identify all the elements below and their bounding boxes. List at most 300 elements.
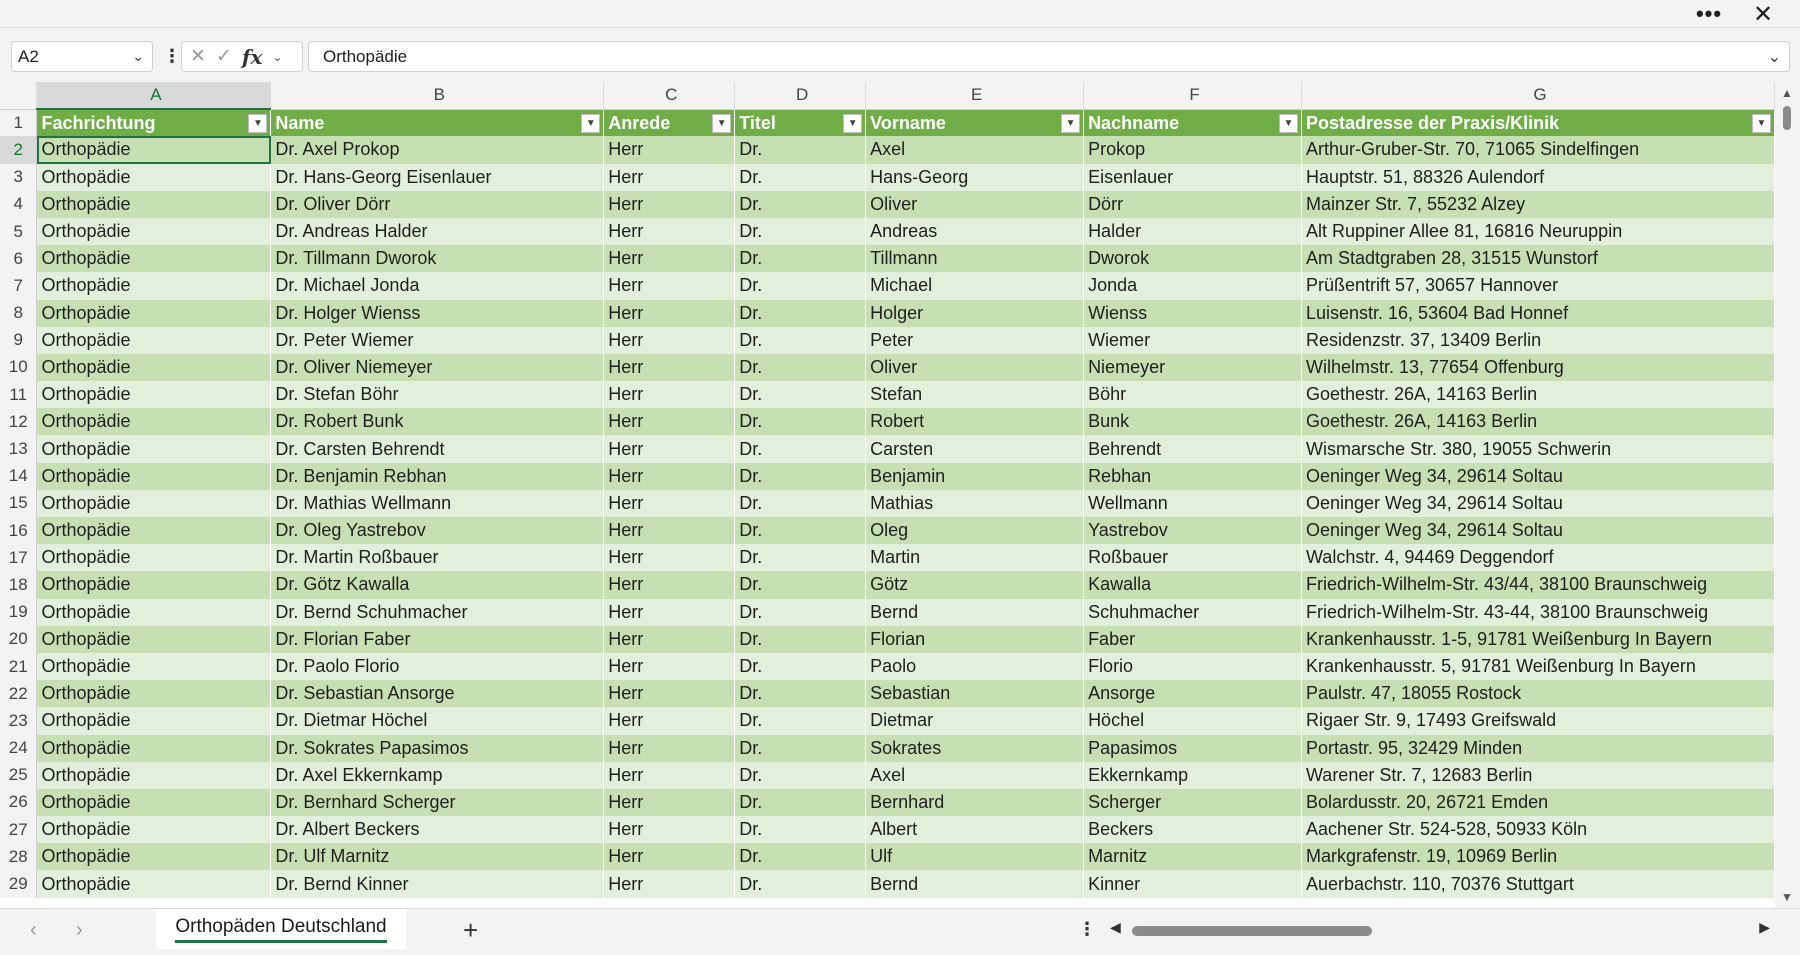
table-cell[interactable]: Herr — [604, 354, 735, 381]
table-cell[interactable]: Friedrich-Wilhelm-Str. 43-44, 38100 Braunschweig — [1301, 599, 1774, 626]
table-row — [0, 517, 1775, 544]
table-cell[interactable]: Friedrich-Wilhelm-Str. 43/44, 38100 Braunschweig — [1301, 571, 1774, 598]
table-cell[interactable]: Dr. Stefan Böhr — [271, 381, 604, 408]
table-cell[interactable]: Mathias — [866, 490, 1084, 517]
table-cell[interactable]: Dr. Michael Jonda — [271, 272, 604, 299]
table-cell[interactable]: Dr. Hans-Georg Eisenlauer — [271, 164, 604, 191]
table-cell[interactable]: Eisenlauer — [1084, 164, 1302, 191]
table-header-cell[interactable] — [604, 109, 735, 136]
table-cell[interactable]: Sebastian — [866, 680, 1084, 707]
table-cell[interactable]: Orthopädie — [37, 816, 271, 843]
name-box[interactable] — [11, 41, 153, 72]
table-cell[interactable]: Kawalla — [1084, 571, 1302, 598]
table-cell[interactable]: Florio — [1084, 653, 1302, 680]
column-header-e[interactable]: E — [866, 82, 1084, 109]
scroll-up-icon[interactable]: ▲ — [1781, 86, 1793, 100]
table-cell[interactable]: Dr. Peter Wiemer — [271, 327, 604, 354]
scroll-thumb[interactable] — [1783, 106, 1791, 130]
table-cell[interactable]: Orthopädie — [37, 789, 271, 816]
table-cell[interactable]: Herr — [604, 762, 735, 789]
table-cell[interactable]: Orthopädie — [37, 435, 271, 462]
table-cell[interactable]: Halder — [1084, 218, 1302, 245]
table-cell[interactable]: Krankenhausstr. 5, 91781 Weißenburg In Bayern — [1301, 653, 1774, 680]
table-header-label: Name — [275, 112, 325, 133]
table-cell[interactable]: Herr — [604, 517, 735, 544]
table-cell[interactable]: Orthopädie — [37, 843, 271, 870]
table-cell[interactable]: Dr. Florian Faber — [271, 626, 604, 653]
row-header[interactable]: 1 — [0, 109, 37, 136]
table-cell[interactable]: Dr. Bernhard Scherger — [271, 789, 604, 816]
table-cell[interactable]: Florian — [866, 626, 1084, 653]
table-row — [0, 626, 1775, 653]
horizontal-scrollbar[interactable] — [1110, 921, 1770, 939]
table-cell[interactable]: Oliver — [866, 354, 1084, 381]
table-cell[interactable]: Orthopädie — [37, 626, 271, 653]
table-cell[interactable]: Martin — [866, 544, 1084, 571]
table-cell[interactable]: Herr — [604, 327, 735, 354]
table-cell[interactable]: Dietmar — [866, 707, 1084, 734]
vertical-scrollbar[interactable] — [1775, 82, 1800, 908]
table-cell[interactable]: Herr — [604, 272, 735, 299]
table-cell[interactable]: Herr — [604, 164, 735, 191]
table-cell[interactable]: Orthopädie — [37, 191, 271, 218]
name-box-value: A2 — [18, 46, 39, 66]
row-header[interactable]: 23 — [0, 707, 37, 734]
table-cell[interactable]: Götz — [866, 571, 1084, 598]
table-cell[interactable]: Goethestr. 26A, 14163 Berlin — [1301, 381, 1774, 408]
table-cell[interactable]: Wismarsche Str. 380, 19055 Schwerin — [1301, 435, 1774, 462]
table-cell[interactable]: Orthopädie — [37, 218, 271, 245]
table-cell[interactable]: Benjamin — [866, 463, 1084, 490]
table-cell[interactable]: Faber — [1084, 626, 1302, 653]
table-cell[interactable]: Höchel — [1084, 707, 1302, 734]
vertical-dots-icon[interactable]: ⋮ — [1078, 919, 1096, 939]
table-cell[interactable]: Dr. Carsten Behrendt — [271, 435, 604, 462]
table-cell[interactable]: Papasimos — [1084, 735, 1302, 762]
table-cell[interactable]: Dworok — [1084, 245, 1302, 272]
table-cell[interactable]: Orthopädie — [37, 327, 271, 354]
row-header[interactable]: 4 — [0, 191, 37, 218]
scroll-down-icon[interactable]: ▼ — [1781, 890, 1793, 904]
table-cell[interactable]: Roßbauer — [1084, 544, 1302, 571]
filter-dropdown-icon[interactable]: ▼ — [712, 114, 731, 133]
cancel-icon[interactable]: ✕ — [190, 46, 206, 67]
table-cell[interactable]: Albert — [866, 816, 1084, 843]
table-cell[interactable]: Oliver — [866, 191, 1084, 218]
next-sheet-icon[interactable]: › — [76, 919, 83, 941]
table-cell[interactable]: Bolardusstr. 20, 26721 Emden — [1301, 789, 1774, 816]
table-cell[interactable]: Dr. Tillmann Dworok — [271, 245, 604, 272]
row-header[interactable]: 18 — [0, 571, 37, 598]
table-cell[interactable]: Residenzstr. 37, 13409 Berlin — [1301, 327, 1774, 354]
filter-dropdown-icon[interactable]: ▼ — [248, 114, 267, 133]
table-cell[interactable]: Schuhmacher — [1084, 599, 1302, 626]
vertical-dots-icon: ⋮ — [163, 46, 181, 66]
table-cell[interactable]: Dr. Holger Wienss — [271, 300, 604, 327]
table-cell[interactable]: Dr. — [735, 816, 866, 843]
row-header[interactable]: 27 — [0, 816, 37, 843]
table-cell[interactable]: Orthopädie — [37, 490, 271, 517]
table-cell[interactable]: Orthopädie — [37, 571, 271, 598]
table-cell[interactable]: Paulstr. 47, 18055 Rostock — [1301, 680, 1774, 707]
table-cell[interactable]: Herr — [604, 735, 735, 762]
table-row — [0, 300, 1775, 327]
previous-sheet-icon[interactable]: ‹ — [30, 919, 37, 941]
sheet-tab-active[interactable] — [156, 909, 406, 949]
table-cell[interactable]: Dr. — [735, 599, 866, 626]
table-cell[interactable]: Dr. — [735, 272, 866, 299]
table-cell[interactable]: Bernd — [866, 870, 1084, 897]
filter-dropdown-icon[interactable]: ▼ — [1279, 114, 1298, 133]
table-cell[interactable]: Ulf — [866, 843, 1084, 870]
row-header[interactable]: 26 — [0, 789, 37, 816]
table-cell[interactable]: Beckers — [1084, 816, 1302, 843]
table-cell[interactable]: Orthopädie — [37, 354, 271, 381]
expand-formula-icon[interactable]: ⌄ — [1767, 49, 1781, 66]
function-icon[interactable]: fx — [241, 44, 263, 69]
table-header-cell[interactable] — [271, 109, 604, 136]
row-header[interactable]: 5 — [0, 218, 37, 245]
table-row — [0, 408, 1775, 435]
table-header-label: Fachrichtung — [41, 112, 156, 133]
formula-input[interactable] — [308, 41, 1790, 72]
table-cell[interactable]: Orthopädie — [37, 164, 271, 191]
table-header-label: Nachname — [1088, 112, 1180, 133]
table-cell[interactable]: Jonda — [1084, 272, 1302, 299]
table-cell[interactable]: Holger — [866, 300, 1084, 327]
table-cell[interactable]: Carsten — [866, 435, 1084, 462]
row-header[interactable]: 21 — [0, 653, 37, 680]
table-cell[interactable]: Ekkernkamp — [1084, 762, 1302, 789]
table-cell[interactable]: Orthopädie — [37, 870, 271, 897]
table-cell[interactable]: Dr. Bernd Kinner — [271, 870, 604, 897]
row-header[interactable]: 9 — [0, 327, 37, 354]
table-cell[interactable]: Aachener Str. 524-528, 50933 Köln — [1301, 816, 1774, 843]
table-cell[interactable]: Am Stadtgraben 28, 31515 Wunstorf — [1301, 245, 1774, 272]
table-cell[interactable]: Auerbachstr. 110, 70376 Stuttgart — [1301, 870, 1774, 897]
table-cell[interactable]: Michael — [866, 272, 1084, 299]
row-header[interactable]: 13 — [0, 435, 37, 462]
table-header-cell[interactable] — [1084, 109, 1302, 136]
table-cell[interactable]: Orthopädie — [37, 707, 271, 734]
table-cell[interactable]: Sokrates — [866, 735, 1084, 762]
table-cell[interactable]: Oeninger Weg 34, 29614 Soltau — [1301, 517, 1774, 544]
row-header[interactable]: 14 — [0, 463, 37, 490]
table-cell[interactable]: Dr. — [735, 735, 866, 762]
table-cell[interactable]: Herr — [604, 707, 735, 734]
table-cell[interactable]: Orthopädie — [37, 517, 271, 544]
table-cell[interactable]: Wienss — [1084, 300, 1302, 327]
row-header[interactable]: 22 — [0, 680, 37, 707]
table-cell[interactable]: Dr. — [735, 626, 866, 653]
filter-dropdown-icon[interactable]: ▼ — [581, 114, 600, 133]
row-header[interactable]: 10 — [0, 354, 37, 381]
table-cell[interactable]: Herr — [604, 626, 735, 653]
table-row — [0, 762, 1775, 789]
table-cell[interactable]: Orthopädie — [37, 680, 271, 707]
row-header[interactable]: 28 — [0, 843, 37, 870]
table-cell[interactable]: Walchstr. 4, 94469 Deggendorf — [1301, 544, 1774, 571]
column-header-g[interactable]: G — [1301, 82, 1774, 109]
table-cell[interactable]: Oleg — [866, 517, 1084, 544]
table-cell[interactable]: Herr — [604, 870, 735, 897]
table-row — [0, 490, 1775, 517]
table-cell[interactable]: Orthopädie — [37, 762, 271, 789]
table-cell[interactable]: Herr — [604, 571, 735, 598]
table-cell[interactable]: Mainzer Str. 7, 55232 Alzey — [1301, 191, 1774, 218]
select-all-corner[interactable] — [0, 82, 37, 109]
table-cell[interactable]: Alt Ruppiner Allee 81, 16816 Neuruppin — [1301, 218, 1774, 245]
table-cell[interactable]: Hans-Georg — [866, 164, 1084, 191]
filter-dropdown-icon[interactable]: ▼ — [1061, 114, 1080, 133]
table-cell[interactable]: Marnitz — [1084, 843, 1302, 870]
table-cell[interactable]: Herr — [604, 490, 735, 517]
table-cell[interactable]: Orthopädie — [37, 408, 271, 435]
table-row — [0, 164, 1775, 191]
table-cell[interactable]: Orthopädie — [37, 300, 271, 327]
table-cell[interactable]: Herr — [604, 843, 735, 870]
table-cell[interactable]: Oeninger Weg 34, 29614 Soltau — [1301, 490, 1774, 517]
table-cell[interactable]: Behrendt — [1084, 435, 1302, 462]
chevron-down-icon[interactable]: ⌄ — [272, 49, 283, 64]
table-cell[interactable]: Dr. Axel Ekkernkamp — [271, 762, 604, 789]
row-header[interactable]: 6 — [0, 245, 37, 272]
table-cell[interactable]: Dr. — [735, 490, 866, 517]
table-row — [0, 544, 1775, 571]
table-cell[interactable]: Dr. — [735, 517, 866, 544]
spreadsheet-grid[interactable] — [0, 82, 1775, 908]
table-cell[interactable]: Dr. Götz Kawalla — [271, 571, 604, 598]
table-cell[interactable]: Dörr — [1084, 191, 1302, 218]
table-cell[interactable]: Dr. Robert Bunk — [271, 408, 604, 435]
scroll-left-icon[interactable]: ◀ — [1110, 919, 1121, 935]
table-cell[interactable]: Herr — [604, 680, 735, 707]
column-header-d[interactable]: D — [735, 82, 866, 109]
row-header[interactable]: 16 — [0, 517, 37, 544]
table-cell[interactable]: Dr. Dietmar Höchel — [271, 707, 604, 734]
add-sheet-button[interactable]: + — [463, 915, 479, 945]
table-header-cell[interactable] — [735, 109, 866, 136]
table-cell[interactable]: Herr — [604, 381, 735, 408]
table-cell[interactable]: Dr. Mathias Wellmann — [271, 490, 604, 517]
table-cell[interactable]: Dr. Albert Beckers — [271, 816, 604, 843]
table-cell[interactable]: Oeninger Weg 34, 29614 Soltau — [1301, 463, 1774, 490]
table-cell[interactable]: Orthopädie — [37, 381, 271, 408]
row-header[interactable]: 24 — [0, 735, 37, 762]
table-cell[interactable]: Portastr. 95, 32429 Minden — [1301, 735, 1774, 762]
table-cell[interactable]: Dr. — [735, 463, 866, 490]
table-cell[interactable]: Herr — [604, 136, 735, 163]
table-cell[interactable]: Herr — [604, 218, 735, 245]
table-cell[interactable]: Wiemer — [1084, 327, 1302, 354]
filter-dropdown-icon[interactable]: ▼ — [843, 114, 862, 133]
table-cell[interactable]: Dr. — [735, 544, 866, 571]
table-cell[interactable]: Dr. Oliver Dörr — [271, 191, 604, 218]
table-cell[interactable]: Yastrebov — [1084, 517, 1302, 544]
table-cell[interactable]: Orthopädie — [37, 272, 271, 299]
table-cell[interactable]: Wellmann — [1084, 490, 1302, 517]
table-row — [0, 272, 1775, 299]
table-cell[interactable]: Dr. Andreas Halder — [271, 218, 604, 245]
row-header[interactable]: 15 — [0, 490, 37, 517]
column-header-f[interactable]: F — [1084, 82, 1302, 109]
table-cell[interactable]: Herr — [604, 544, 735, 571]
table-cell[interactable]: Bernd — [866, 599, 1084, 626]
table-cell[interactable]: Wilhelmstr. 13, 77654 Offenburg — [1301, 354, 1774, 381]
table-cell[interactable]: Ansorge — [1084, 680, 1302, 707]
table-cell[interactable]: Prokop — [1084, 136, 1302, 163]
table-cell[interactable]: Axel — [866, 762, 1084, 789]
table-cell[interactable]: Dr. Axel Prokop — [271, 136, 604, 163]
table-row — [0, 218, 1775, 245]
row-header[interactable]: 29 — [0, 870, 37, 897]
row-header[interactable]: 19 — [0, 599, 37, 626]
table-cell[interactable]: Arthur-Gruber-Str. 70, 71065 Sindelfingen — [1301, 136, 1774, 163]
table-cell[interactable]: Robert — [866, 408, 1084, 435]
table-header-label: Titel — [739, 112, 776, 133]
table-row — [0, 245, 1775, 272]
table-cell[interactable]: Orthopädie — [37, 653, 271, 680]
table-cell[interactable]: Dr. — [735, 191, 866, 218]
table-cell[interactable]: Dr. — [735, 300, 866, 327]
table-header-cell[interactable] — [866, 109, 1084, 136]
row-header[interactable]: 20 — [0, 626, 37, 653]
table-cell[interactable]: Dr. — [735, 136, 866, 163]
table-cell[interactable]: Orthopädie — [37, 544, 271, 571]
table-cell[interactable]: Orthopädie — [37, 599, 271, 626]
table-cell[interactable]: Warener Str. 7, 12683 Berlin — [1301, 762, 1774, 789]
table-cell[interactable]: Herr — [604, 789, 735, 816]
filter-dropdown-icon[interactable]: ▼ — [1752, 114, 1771, 133]
sheet-tab-label: Orthopäden Deutschland — [175, 916, 386, 943]
table-cell[interactable]: Dr. — [735, 843, 866, 870]
table-cell[interactable]: Paolo — [866, 653, 1084, 680]
table-cell[interactable]: Dr. Oleg Yastrebov — [271, 517, 604, 544]
row-header[interactable]: 11 — [0, 381, 37, 408]
table-cell[interactable]: Rebhan — [1084, 463, 1302, 490]
table-cell[interactable]: Herr — [604, 408, 735, 435]
table-cell[interactable]: Herr — [604, 245, 735, 272]
table-cell[interactable]: Herr — [604, 599, 735, 626]
check-icon[interactable]: ✓ — [215, 46, 232, 67]
table-cell[interactable]: Dr. — [735, 571, 866, 598]
table-cell[interactable]: Andreas — [866, 218, 1084, 245]
row-header[interactable]: 8 — [0, 300, 37, 327]
table-cell[interactable]: Dr. Bernd Schuhmacher — [271, 599, 604, 626]
row-header[interactable]: 25 — [0, 762, 37, 789]
table-cell[interactable]: Herr — [604, 191, 735, 218]
table-cell[interactable]: Orthopädie — [37, 136, 271, 163]
table-cell[interactable]: Scherger — [1084, 789, 1302, 816]
table-row — [0, 571, 1775, 598]
table-header-label: Postadresse der Praxis/Klinik — [1305, 112, 1560, 133]
scroll-right-icon[interactable]: ▶ — [1759, 919, 1770, 935]
table-cell[interactable]: Herr — [604, 463, 735, 490]
table-cell[interactable]: Dr. — [735, 245, 866, 272]
table-row — [0, 435, 1775, 462]
table-cell[interactable]: Orthopädie — [37, 735, 271, 762]
table-cell[interactable]: Herr — [604, 816, 735, 843]
table-cell[interactable]: Dr. — [735, 408, 866, 435]
table-row — [0, 381, 1775, 408]
table-row — [0, 843, 1775, 870]
table-cell[interactable]: Dr. — [735, 870, 866, 897]
table-cell[interactable]: Bernhard — [866, 789, 1084, 816]
table-cell[interactable]: Dr. Benjamin Rebhan — [271, 463, 604, 490]
table-row — [0, 680, 1775, 707]
table-cell[interactable]: Dr. — [735, 164, 866, 191]
table-cell[interactable]: Dr. Oliver Niemeyer — [271, 354, 604, 381]
table-cell[interactable]: Dr. — [735, 327, 866, 354]
table-cell[interactable]: Prüßentrift 57, 30657 Hannover — [1301, 272, 1774, 299]
table-cell[interactable]: Peter — [866, 327, 1084, 354]
table-cell[interactable]: Dr. — [735, 789, 866, 816]
table-cell[interactable]: Dr. — [735, 680, 866, 707]
table-cell[interactable]: Dr. — [735, 218, 866, 245]
table-cell[interactable]: Dr. Sebastian Ansorge — [271, 680, 604, 707]
row-header[interactable]: 17 — [0, 544, 37, 571]
table-cell[interactable]: Dr. Martin Roßbauer — [271, 544, 604, 571]
table-cell[interactable]: Dr. — [735, 435, 866, 462]
table-cell[interactable]: Dr. — [735, 381, 866, 408]
table-cell[interactable]: Markgrafenstr. 19, 10969 Berlin — [1301, 843, 1774, 870]
table-cell[interactable]: Dr. — [735, 653, 866, 680]
table-cell[interactable]: Goethestr. 26A, 14163 Berlin — [1301, 408, 1774, 435]
table-cell[interactable]: Dr. Sokrates Papasimos — [271, 735, 604, 762]
table-cell[interactable]: Stefan — [866, 381, 1084, 408]
table-cell[interactable]: Herr — [604, 300, 735, 327]
row-header[interactable]: 7 — [0, 272, 37, 299]
table-cell[interactable]: Rigaer Str. 9, 17493 Greifswald — [1301, 707, 1774, 734]
scroll-thumb[interactable] — [1132, 926, 1372, 936]
table-cell[interactable]: Axel — [866, 136, 1084, 163]
table-cell[interactable]: Orthopädie — [37, 463, 271, 490]
table-cell[interactable]: Orthopädie — [37, 245, 271, 272]
chevron-down-icon[interactable]: ⌄ — [132, 48, 144, 64]
table-cell[interactable]: Hauptstr. 51, 88326 Aulendorf — [1301, 164, 1774, 191]
table-cell[interactable]: Tillmann — [866, 245, 1084, 272]
close-icon[interactable]: ✕ — [1752, 0, 1774, 28]
table-cell[interactable]: Herr — [604, 435, 735, 462]
table-row — [0, 816, 1775, 843]
table-cell[interactable]: Kinner — [1084, 870, 1302, 897]
table-row — [0, 463, 1775, 490]
table-cell[interactable]: Dr. — [735, 354, 866, 381]
row-header[interactable]: 12 — [0, 408, 37, 435]
row-header[interactable]: 2 — [0, 136, 37, 163]
sheet-tab-bar — [0, 908, 1800, 955]
table-cell[interactable]: Dr. — [735, 707, 866, 734]
more-options-icon[interactable]: ••• — [1695, 1, 1723, 26]
row-header[interactable]: 3 — [0, 164, 37, 191]
table-cell[interactable]: Niemeyer — [1084, 354, 1302, 381]
table-header-cell[interactable] — [1301, 109, 1774, 136]
table-cell[interactable]: Bunk — [1084, 408, 1302, 435]
table-cell[interactable]: Dr. — [735, 762, 866, 789]
column-header-b[interactable]: B — [271, 82, 604, 109]
table-cell[interactable]: Böhr — [1084, 381, 1302, 408]
column-header-c[interactable]: C — [604, 82, 735, 109]
table-cell[interactable]: Krankenhausstr. 1-5, 91781 Weißenburg In Bayern — [1301, 626, 1774, 653]
table-header-cell[interactable] — [37, 109, 271, 136]
table-cell[interactable]: Dr. Ulf Marnitz — [271, 843, 604, 870]
table-cell[interactable]: Herr — [604, 653, 735, 680]
table-row — [0, 354, 1775, 381]
column-header-a[interactable]: A — [37, 82, 271, 109]
table-cell[interactable]: Dr. Paolo Florio — [271, 653, 604, 680]
table-cell[interactable]: Luisenstr. 16, 53604 Bad Honnef — [1301, 300, 1774, 327]
table-row — [0, 191, 1775, 218]
